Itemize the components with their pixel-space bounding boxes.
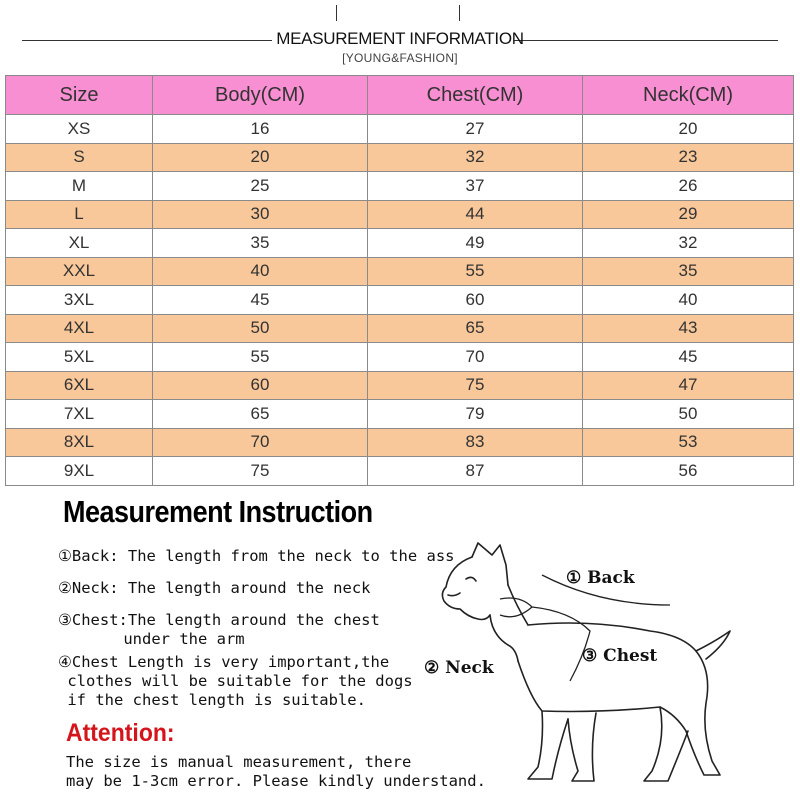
cell-neck: 50 [583,400,794,429]
cell-size: XXL [6,257,153,286]
header-rule-right [514,40,778,41]
neck-measure-line [500,598,532,617]
cell-neck: 20 [583,115,794,144]
cell-size: 5XL [6,343,153,372]
instruction-chest-length-cont2: if the chest length is suitable. [58,691,366,709]
cell-chest: 83 [368,428,583,457]
cell-body: 50 [153,314,368,343]
cell-neck: 47 [583,371,794,400]
cell-size: M [6,172,153,201]
chest-measure-line [532,607,590,681]
attention-line-2: may be 1-3cm error. Please kindly understand. [66,772,486,790]
back-label: ① Back [566,568,635,588]
cell-neck: 40 [583,286,794,315]
cell-chest: 70 [368,343,583,372]
column-header-neck: Neck(CM) [583,76,794,115]
cell-neck: 29 [583,200,794,229]
cell-size: S [6,143,153,172]
table-row [6,371,794,400]
cell-neck: 45 [583,343,794,372]
chest-label: ③ Chest [582,646,658,666]
table-row [6,115,794,144]
cell-chest: 55 [368,257,583,286]
cell-size: L [6,200,153,229]
cell-size: 6XL [6,371,153,400]
cell-body: 70 [153,428,368,457]
cell-chest: 75 [368,371,583,400]
table-row [6,314,794,343]
instruction-chest-length: ④Chest Length is very important,the [58,653,390,671]
cell-body: 35 [153,229,368,258]
table-row [6,400,794,429]
instruction-chest-cont: under the arm [58,630,245,648]
header-rule-left [22,40,272,41]
cell-chest: 60 [368,286,583,315]
cell-neck: 23 [583,143,794,172]
cell-chest: 44 [368,200,583,229]
cell-size: 7XL [6,400,153,429]
table-row [6,343,794,372]
table-row [6,229,794,258]
cell-body: 55 [153,343,368,372]
table-row [6,257,794,286]
instruction-chest: ③Chest:The length around the chest [58,611,380,629]
instruction-neck: ②Neck: The length around the neck [58,579,371,597]
cell-size: XS [6,115,153,144]
header-tick-left [336,5,337,21]
cell-body: 45 [153,286,368,315]
attention-line-1: The size is manual measurement, there [66,753,412,771]
cell-size: 4XL [6,314,153,343]
attention-title: Attention: [66,718,175,747]
cell-body: 60 [153,371,368,400]
neck-label: ② Neck [424,658,494,678]
cell-neck: 53 [583,428,794,457]
cell-chest: 49 [368,229,583,258]
cell-neck: 35 [583,257,794,286]
cell-size: XL [6,229,153,258]
instruction-back: ①Back: The length from the neck to the ass [58,547,455,565]
cell-body: 65 [153,400,368,429]
cell-size: 3XL [6,286,153,315]
cell-body: 30 [153,200,368,229]
column-header-size: Size [6,76,153,115]
table-row [6,143,794,172]
size-table [5,75,794,486]
table-header-row [6,76,794,115]
table-row [6,286,794,315]
cell-chest: 87 [368,457,583,486]
page-title: MEASUREMENT INFORMATION [276,29,524,48]
cell-body: 75 [153,457,368,486]
dog-diagram [420,535,760,793]
cell-body: 20 [153,143,368,172]
table-row [6,428,794,457]
header-tick-right [459,5,460,21]
table-body [6,115,794,486]
page-subtitle: [YOUNG&FASHION] [342,51,458,65]
cell-chest: 32 [368,143,583,172]
cell-chest: 37 [368,172,583,201]
cell-chest: 79 [368,400,583,429]
cell-body: 25 [153,172,368,201]
cell-size: 8XL [6,428,153,457]
column-header-chest: Chest(CM) [368,76,583,115]
cell-neck: 26 [583,172,794,201]
cell-neck: 32 [583,229,794,258]
instruction-chest-length-cont1: clothes will be suitable for the dogs [58,672,413,690]
cell-body: 40 [153,257,368,286]
cell-size: 9XL [6,457,153,486]
cell-chest: 65 [368,314,583,343]
table-row [6,200,794,229]
cell-chest: 27 [368,115,583,144]
table-row [6,457,794,486]
cell-body: 16 [153,115,368,144]
cell-neck: 56 [583,457,794,486]
column-header-body: Body(CM) [153,76,368,115]
cell-neck: 43 [583,314,794,343]
table-row [6,172,794,201]
instruction-title: Measurement Instruction [63,495,373,529]
